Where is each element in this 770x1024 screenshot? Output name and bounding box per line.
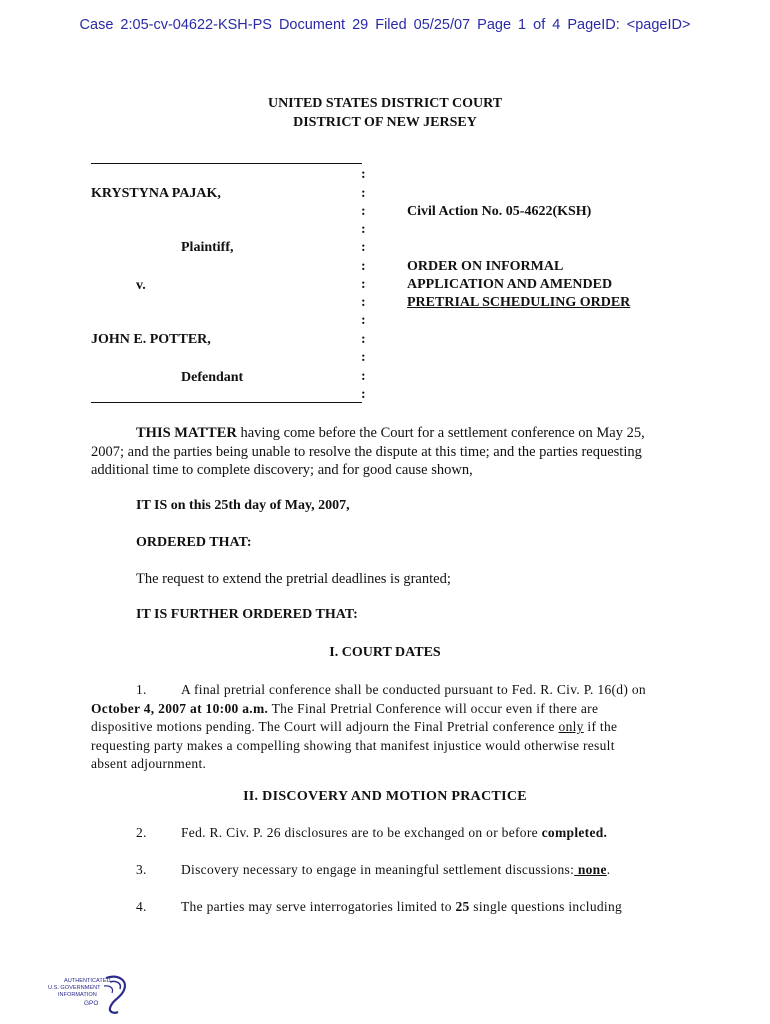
caption-bottom-rule [91, 402, 362, 403]
caption-colon: : [361, 369, 366, 384]
para1-text: dispositive motions pending. The Court will adjourn the Final Pretrial conference [91, 719, 559, 734]
gpo-eagle-icon [44, 972, 134, 1016]
order-title-line2: APPLICATION AND AMENDED [407, 277, 613, 292]
item-number: 2. [136, 825, 147, 840]
court-district: DISTRICT OF NEW JERSEY [293, 115, 477, 130]
item-bold: completed. [541, 825, 608, 840]
caption-colon: : [361, 350, 366, 365]
item-number: 3. [136, 862, 147, 877]
item-text: Fed. R. Civ. P. 26 disclosures are to be exchanged on or before [181, 825, 542, 840]
item-2 [136, 824, 607, 843]
caption-colon: : [361, 204, 366, 219]
intro-paragraph [91, 424, 691, 480]
intro-line: additional time to complete discovery; and for good cause shown, [91, 462, 473, 478]
emphasis-only: only [558, 719, 584, 734]
defendant-role: Defendant [181, 370, 244, 385]
para1-line [91, 700, 691, 719]
court-title [0, 94, 770, 132]
item-3 [136, 861, 610, 880]
logo-text: INFORMATION [58, 992, 97, 998]
caption-colon: : [361, 332, 366, 347]
para1-line: requesting party makes a compelling showing that manifest injustice would otherwise result [91, 737, 615, 753]
case-header-stamp: Case 2:05-cv-04622-KSH-PS Document 29 Filed 05/25/07 Page 1 of 4 PageID: <pageID> [79, 17, 691, 33]
caption-colon: : [361, 313, 366, 328]
court-name: UNITED STATES DISTRICT COURT [267, 96, 503, 111]
defendant-name: JOHN E. POTTER, [91, 332, 211, 347]
request-statement: The request to extend the pretrial deadlines is granted; [136, 571, 451, 587]
conference-date: October 4, 2007 at 10:00 a.m. [91, 700, 269, 716]
intro-lead: THIS MATTER [136, 425, 237, 441]
item-bold: none [574, 862, 607, 877]
para1-text: A final pretrial conference shall be conducted pursuant to Fed. R. Civ. P. 16(d) on [181, 682, 646, 697]
caption-top-rule [91, 163, 362, 164]
caption-colon: : [361, 295, 366, 310]
plaintiff-name: KRYSTYNA PAJAK, [91, 186, 221, 201]
intro-line1-rest: having come before the Court for a settlement conference on May 25, [236, 425, 645, 441]
intro-line: 2007; and the parties being unable to resolve the dispute at this time; and the parties requesting [91, 443, 642, 460]
caption-colon: : [361, 186, 366, 201]
order-title-line3: PRETRIAL SCHEDULING ORDER [407, 295, 631, 310]
caption-colon: : [361, 387, 366, 402]
item-text: The parties may serve interrogatories limited to [181, 899, 456, 914]
versus: v. [136, 278, 146, 293]
caption-colon: : [361, 240, 366, 255]
section-heading-discovery: II. DISCOVERY AND MOTION PRACTICE [243, 789, 527, 804]
further-ordered-statement: IT IS FURTHER ORDERED THAT: [136, 607, 358, 622]
plaintiff-role: Plaintiff, [181, 240, 234, 255]
para1-text: The Final Pretrial Conference will occur even if there are [268, 700, 599, 716]
caption-colon: : [361, 167, 366, 182]
logo-text: AUTHENTICATED [64, 978, 111, 984]
item-tail: . [606, 862, 611, 877]
para1-text: if the [583, 719, 618, 734]
para1-line [91, 681, 691, 700]
intro-line [91, 424, 691, 443]
item-bold: 25 [455, 899, 470, 914]
para1-number: 1. [136, 682, 147, 697]
caption-colon: : [361, 222, 366, 237]
item-4 [136, 898, 622, 917]
logo-text: U.S. GOVERNMENT [48, 985, 101, 991]
para1-line [91, 718, 691, 737]
logo-text: GPO [84, 1000, 99, 1007]
item-number: 4. [136, 899, 147, 914]
civil-action-number: Civil Action No. 05-4622(KSH) [407, 204, 592, 219]
ordered-statement: ORDERED THAT: [136, 535, 252, 550]
paragraph-1 [91, 681, 691, 774]
item-tail: single questions including [469, 899, 623, 914]
section-heading-court-dates: I. COURT DATES [329, 645, 441, 660]
para1-line: absent adjournment. [91, 756, 207, 771]
it-is-statement: IT IS on this 25th day of May, 2007, [136, 498, 350, 513]
order-title-line1: ORDER ON INFORMAL [407, 259, 564, 274]
item-text: Discovery necessary to engage in meaningful settlement discussions: [181, 862, 575, 877]
gpo-authentication-logo [44, 972, 134, 1016]
caption-colon: : [361, 277, 366, 292]
caption-colon: : [361, 259, 366, 274]
